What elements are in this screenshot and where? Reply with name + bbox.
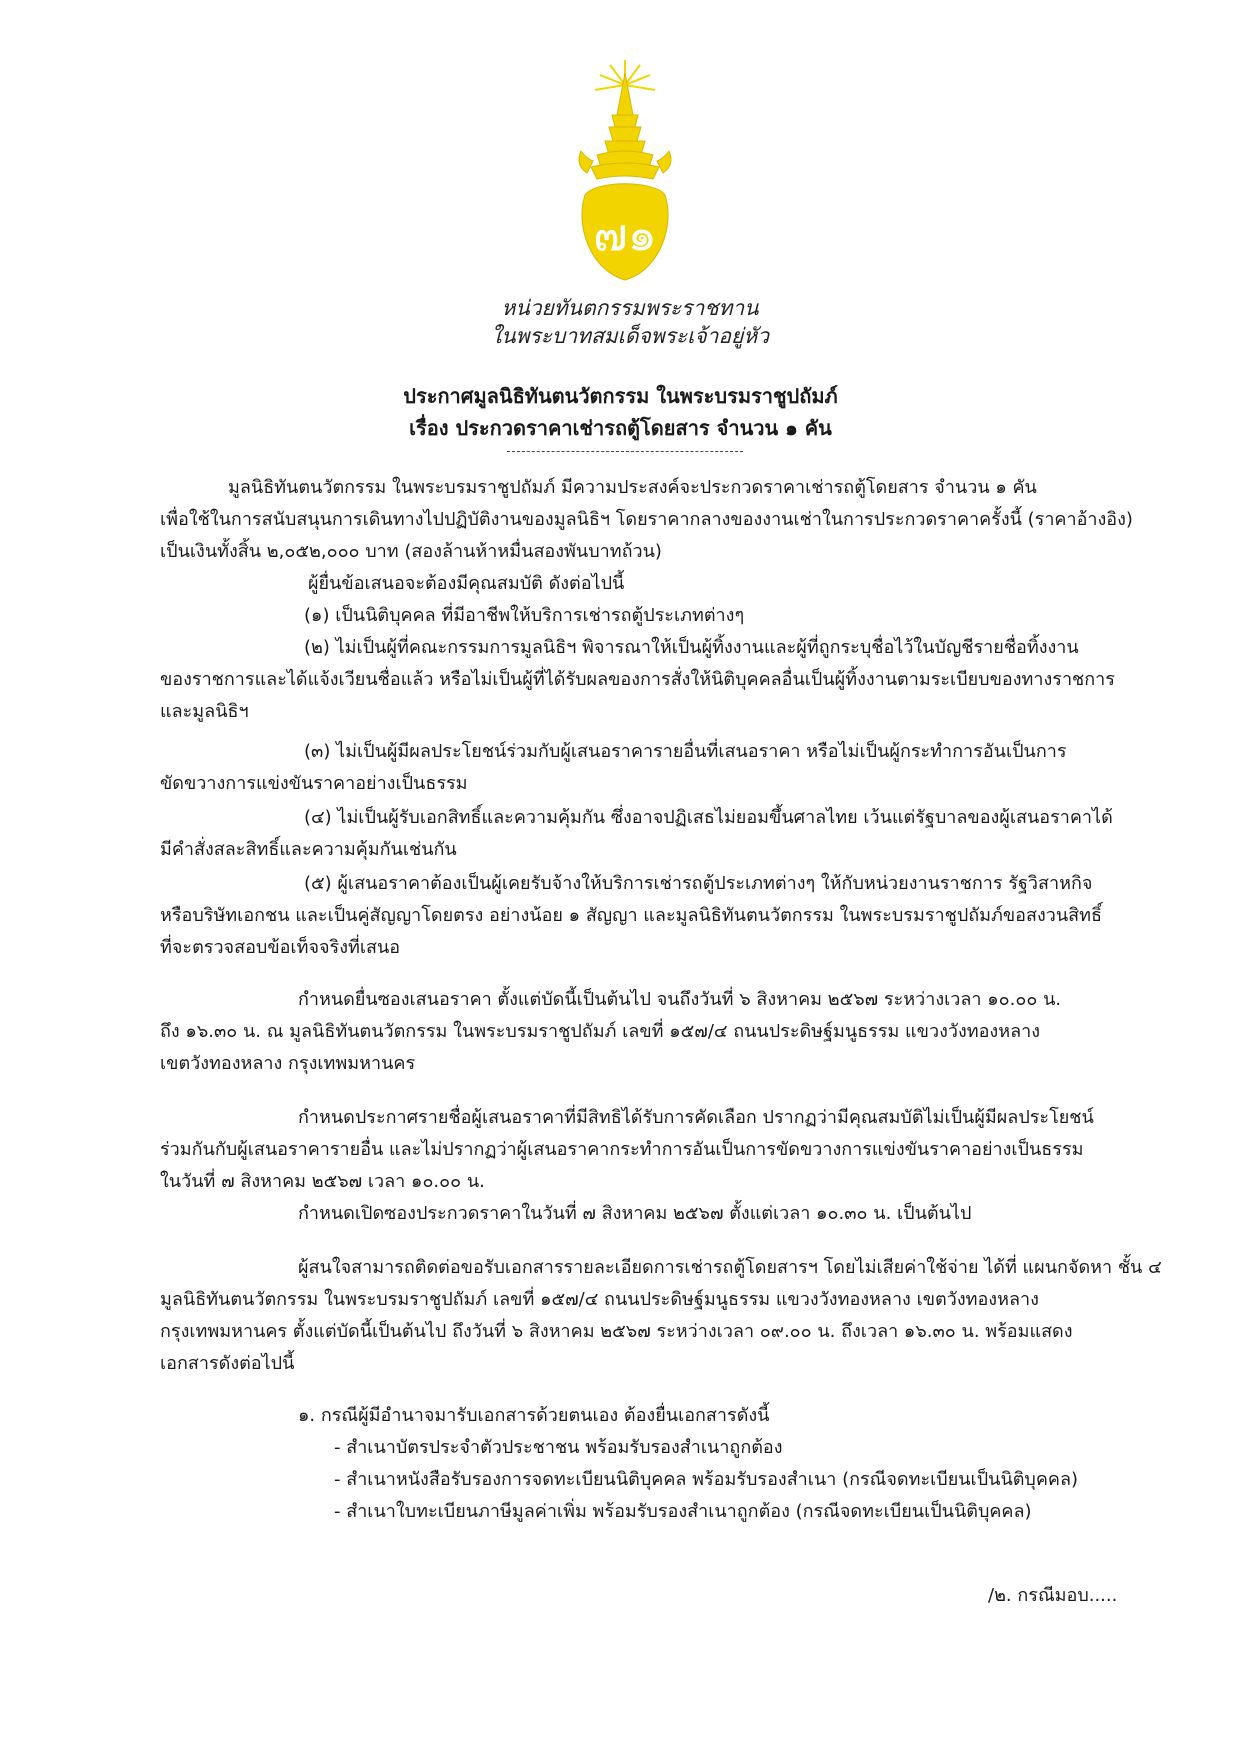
announcement-subject: เรื่อง ประกวดราคาเช่ารถตู้โดยสาร จำนวน ๑ คัน (409, 416, 832, 440)
qualification-item-4-line-1: (๔) ไม่เป็นผู้รับเอกสิทธิ์และความคุ้มกัน ซึ่งอาจปฏิเสธไม่ยอมขึ้นศาลไทย เว้นแต่รัฐบาลของผู้เสนอราคาได้ (304, 807, 1113, 828)
royal-emblem-logo (565, 55, 685, 290)
qualification-item-2-line-2: ของราชการและได้แจ้งเวียนชื่อแล้ว หรือไม่เป็นผู้ที่ได้รับผลของการสั่งให้นิติบุคคลอื่นเป็นผู้ทิ้งงานตามระเบียบของทางราชการ (160, 669, 1115, 690)
contact-line-4: เอกสารดังต่อไปนี้ (160, 1353, 295, 1374)
title-divider (507, 451, 743, 452)
qualification-item-2-line-1: (๒) ไม่เป็นผู้ที่คณะกรรมการมูลนิธิฯ พิจารณาให้เป็นผู้ทิ้งงานและผู้ที่ถูกระบุชื่อไว้ในบัญชีรายชื่อทิ้งงาน (304, 637, 1079, 658)
contact-line-1: ผู้สนใจสามารถติดต่อขอรับเอกสารรายละเอียดการเช่ารถตู้โดยสารฯ โดยไม่เสียค่าใช้จ่าย ได้ที่ แผนกจัดหา ชั้น ๔ (298, 1257, 1162, 1278)
qualification-item-4-line-2: มีคำสั่งสละสิทธิ์และความคุ้มกันเช่นกัน (160, 839, 457, 860)
case1-heading: ๑. กรณีผู้มีอำนาจมารับเอกสารด้วยตนเอง ต้องยื่นเอกสารดังนี้ (298, 1405, 770, 1426)
qualification-item-3-line-1: (๓) ไม่เป็นผู้มีผลประโยชน์ร่วมกับผู้เสนอราคารายอื่นที่เสนอราคา หรือไม่เป็นผู้กระทำการอันเป็นการ (304, 741, 1067, 762)
unit-name-line1: หน่วยทันตกรรมพระราชทาน (501, 296, 759, 320)
submission-line-2: ถึง ๑๖.๓๐ น. ณ มูลนิธิทันตนวัตกรรม ในพระบรมราชูปถัมภ์ เลขที่ ๑๕๗/๔ ถนนประดิษฐ์มนูธรรม แขวงวังทองหลาง (160, 1021, 1041, 1042)
bid-opening: กำหนดเปิดซองประกวดราคาในวันที่ ๗ สิงหาคม ๒๕๖๗ ตั้งแต่เวลา ๑๐.๓๐ น. เป็นต้นไป (298, 1203, 972, 1224)
case1-item-3: - สำเนาใบทะเบียนภาษีมูลค่าเพิ่ม พร้อมรับรองสำเนาถูกต้อง (กรณีจดทะเบียนเป็นนิติบุคคล) (334, 1501, 1032, 1522)
emblem-numeral: ๗๑ (593, 207, 657, 261)
qualification-item-3-line-2: ขัดขวางการแข่งขันราคาอย่างเป็นธรรม (160, 773, 468, 794)
announcement-title: ประกาศมูลนิธิทันตนวัตกรรม ในพระบรมราชูปถัมภ์ (403, 384, 838, 408)
intro-line-1: มูลนิธิทันตนวัตกรรม ในพระบรมราชูปถัมภ์ มีความประสงค์จะประกวดราคาเช่ารถตู้โดยสาร จำนวน ๑ คัน (228, 477, 1037, 498)
qualification-item-5-line-1: (๕) ผู้เสนอราคาต้องเป็นผู้เคยรับจ้างให้บริการเช่ารถตู้ประเภทต่างๆ ให้กับหน่วยงานราชการ รัฐวิสาหกิจ (304, 873, 1093, 894)
intro-line-2: เพื่อใช้ในการสนับสนุนการเดินทางไปปฏิบัติงานของมูลนิธิฯ โดยราคากลางของงานเช่าในการประกวดราคาครั้งนี้ (ราคาอ้างอิง) (160, 509, 1133, 530)
page-continuation: /๒. กรณีมอบ..... (988, 1585, 1118, 1606)
contact-line-3: กรุงเทพมหานคร ตั้งแต่บัดนี้เป็นต้นไป ถึงวันที่ ๖ สิงหาคม ๒๕๖๗ ระหว่างเวลา ๐๙.๐๐ น. ถึงเวลา ๑๖.๓๐ น. พร้อมแสดง (160, 1321, 1073, 1342)
unit-name-line2: ในพระบาทสมเด็จพระเจ้าอยู่หัว (491, 324, 769, 348)
qualification-item-2-line-3: และมูลนิธิฯ (160, 701, 249, 722)
submission-line-3: เขตวังทองหลาง กรุงเทพมหานคร (160, 1053, 416, 1074)
submission-line-1: กำหนดยื่นซองเสนอราคา ตั้งแต่บัดนี้เป็นต้นไป จนถึงวันที่ ๖ สิงหาคม ๒๕๖๗ ระหว่างเวลา ๑๐.๐๐ น. (298, 989, 1062, 1010)
intro-line-3: เป็นเงินทั้งสิ้น ๒,๐๕๒,๐๐๐ บาท (สองล้านห้าหมื่นสองพันบาทถ้วน) (160, 541, 662, 562)
announcement-line-3: ในวันที่ ๗ สิงหาคม ๒๕๖๗ เวลา ๑๐.๐๐ น. (160, 1171, 485, 1192)
qualification-item-5-line-3: ที่จะตรวจสอบข้อเท็จจริงที่เสนอ (160, 937, 401, 958)
case1-item-2: - สำเนาหนังสือรับรองการจดทะเบียนนิติบุคคล พร้อมรับรองสำเนา (กรณีจดทะเบียนเป็นนิติบุคคล) (334, 1469, 1078, 1490)
announcement-line-1: กำหนดประกาศรายชื่อผู้เสนอราคาที่มีสิทธิได้รับการคัดเลือก ปรากฏว่ามีคุณสมบัติไม่เป็นผู้มีผลประโยชน์ (298, 1107, 1094, 1128)
qualification-item-5-line-2: หรือบริษัทเอกชน และเป็นคู่สัญญาโดยตรง อย่างน้อย ๑ สัญญา และมูลนิธิทันตนวัตกรรม ในพระบรมราชูปถัมภ์ขอสงวนสิทธิ์ (160, 905, 1103, 926)
contact-line-2: มูลนิธิทันตนวัตกรรม ในพระบรมราชูปถัมภ์ เลขที่ ๑๕๗/๔ ถนนประดิษฐ์มนูธรรม แขวงวังทองหลาง เขตวังทองหลาง (160, 1289, 1039, 1310)
qualification-item-1: (๑) เป็นนิติบุคคล ที่มีอาชีพให้บริการเช่ารถตู้ประเภทต่างๆ (304, 605, 745, 626)
announcement-line-2: ร่วมกันกับผู้เสนอราคารายอื่น และไม่ปรากฏว่าผู้เสนอราคากระทำการอันเป็นการขัดขวางการแข่งขันราคาอย่างเป็นธรรม (160, 1139, 1084, 1160)
qualification-heading: ผู้ยื่นข้อเสนอจะต้องมีคุณสมบัติ ดังต่อไปนี้ (308, 573, 625, 594)
case1-item-1: - สำเนาบัตรประจำตัวประชาชน พร้อมรับรองสำเนาถูกต้อง (334, 1437, 783, 1458)
